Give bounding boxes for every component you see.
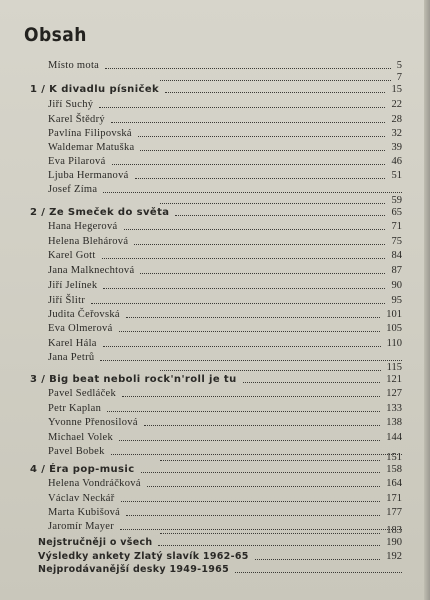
dot-leader [102, 258, 385, 259]
entry-label: Eva Olmerová [48, 323, 113, 334]
page-number: 192 [386, 551, 402, 562]
dot-leader [103, 346, 381, 347]
entry-label: Waldemar Matuška [48, 142, 135, 153]
toc-entry [0, 322, 430, 336]
dot-leader [112, 164, 385, 165]
entry-label: Marta Kubišová [48, 507, 121, 518]
page-number: 22 [391, 99, 402, 110]
dot-leader [126, 515, 380, 516]
section-heading: 3 / Big beat neboli rock'n'roll je tu [30, 374, 237, 385]
toc-entry [0, 337, 430, 351]
page-number: 101 [386, 309, 402, 320]
page-number: 59 [391, 195, 402, 206]
dot-leader [141, 472, 380, 473]
page-number: 28 [391, 114, 402, 125]
dot-leader [243, 382, 380, 383]
toc-entry [0, 536, 430, 550]
page-number: 144 [386, 432, 402, 443]
dot-leader [103, 192, 402, 193]
toc-entry [0, 279, 430, 293]
page-number: 90 [391, 280, 402, 291]
entry-label: Karel Gott [48, 250, 96, 261]
page-number: 138 [386, 417, 402, 428]
entry-label: Jiří Šlitr [48, 295, 86, 306]
entry-label: Pavel Bobek [48, 446, 105, 457]
toc-entry [0, 402, 430, 416]
entry-label: Hana Hegerová [48, 221, 118, 232]
page-number: 127 [386, 388, 402, 399]
entry-label: Michael Volek [48, 432, 114, 443]
page-number: 121 [386, 374, 402, 385]
dot-leader [147, 486, 380, 487]
entry-label: Místo mota [48, 60, 100, 71]
toc-entry [0, 169, 430, 183]
dot-leader [119, 331, 380, 332]
toc-entry [0, 308, 430, 322]
page-number: 151 [386, 452, 402, 463]
dot-leader [140, 273, 385, 274]
dot-leader [160, 203, 385, 204]
dot-leader [134, 244, 385, 245]
entry-label: Karel Hála [48, 338, 97, 349]
dot-leader [165, 92, 385, 93]
toc-entry [0, 155, 430, 169]
page-number: 39 [391, 142, 402, 153]
page-number: 177 [386, 507, 402, 518]
page-number: 95 [391, 295, 402, 306]
page-number: 164 [386, 478, 402, 489]
section-heading: 1 / K divadlu písniček [30, 84, 160, 95]
dot-leader [119, 440, 380, 441]
page-number: 84 [391, 250, 402, 261]
dot-leader [135, 178, 385, 179]
dot-leader [126, 317, 380, 318]
page-number: 115 [386, 362, 402, 373]
page-number: 32 [391, 128, 402, 139]
page-number: 183 [386, 525, 402, 536]
page-number: 46 [391, 156, 402, 167]
dot-leader [124, 229, 385, 230]
entry-label: Petr Kaplan [48, 403, 102, 414]
dot-leader [255, 559, 380, 560]
entry-label: Judita Čeřovská [48, 309, 120, 320]
entry-label: Helena Vondráčková [48, 478, 141, 489]
entry-label: Jiří Jelínek [48, 280, 98, 291]
toc-entry [0, 431, 430, 445]
toc-entry [0, 477, 430, 491]
section-heading: 4 / Éra pop-music [30, 464, 135, 475]
entry-label: Výsledky ankety Zlatý slavík 1962-65 [38, 551, 249, 562]
dot-leader [91, 303, 385, 304]
page-number: 71 [391, 221, 402, 232]
page-number: 171 [386, 493, 402, 504]
toc-entry [0, 206, 430, 220]
dot-leader [99, 107, 385, 108]
dot-leader [107, 411, 380, 412]
dot-leader [138, 136, 385, 137]
page-title: Obsah [24, 24, 87, 46]
dot-leader [121, 501, 380, 502]
toc-entry [0, 249, 430, 263]
entry-label: Eva Pilarová [48, 156, 106, 167]
toc-entry [0, 373, 430, 387]
entry-label: Yvonne Přenosilová [48, 417, 138, 428]
toc-entry [0, 506, 430, 520]
dot-leader [111, 122, 385, 123]
toc-entry [0, 113, 430, 127]
page-number: 110 [386, 338, 402, 349]
page-number: 5 [396, 60, 402, 71]
entry-label: Jaromír Mayer [48, 521, 115, 532]
toc-entry [0, 294, 430, 308]
dot-leader [158, 545, 380, 546]
page-number: 7 [396, 72, 402, 83]
dot-leader [122, 396, 380, 397]
toc-entry [0, 264, 430, 278]
toc-entry [0, 492, 430, 506]
toc-entry [0, 563, 430, 577]
toc-entry [0, 220, 430, 234]
entry-label: Jiří Suchý [48, 99, 94, 110]
entry-label: Jana Petrů [48, 352, 95, 363]
dot-leader [160, 370, 381, 371]
page-number: 87 [391, 265, 402, 276]
entry-label: Pavel Sedláček [48, 388, 117, 399]
dot-leader [140, 150, 385, 151]
toc-entry [0, 550, 430, 564]
toc-entry [0, 141, 430, 155]
dot-leader [105, 68, 391, 69]
entry-label: Nejstručněji o všech [38, 537, 153, 548]
page-number: 158 [386, 464, 402, 475]
toc-entry [0, 463, 430, 477]
toc-entry [0, 127, 430, 141]
toc-entry [0, 387, 430, 401]
page-number: 105 [386, 323, 402, 334]
entry-label: Pavlína Filipovská [48, 128, 132, 139]
toc-entry [0, 83, 430, 97]
page-number: 65 [391, 207, 402, 218]
dot-leader [160, 460, 380, 461]
toc-entry [0, 235, 430, 249]
page-number: 75 [391, 236, 402, 247]
entry-label: Jana Malknechtová [48, 265, 135, 276]
dot-leader [160, 533, 380, 534]
page-number: 51 [391, 170, 402, 181]
toc-entry [0, 98, 430, 112]
page-number: 133 [386, 403, 402, 414]
dot-leader [144, 425, 380, 426]
dot-leader [103, 288, 385, 289]
entry-label: Helena Blehárová [48, 236, 129, 247]
dot-leader [160, 80, 391, 81]
entry-label: Ljuba Hermanová [48, 170, 129, 181]
toc-entry [0, 416, 430, 430]
section-heading: 2 / Ze Smeček do světa [30, 207, 170, 218]
dot-leader [235, 572, 402, 573]
dot-leader [175, 215, 385, 216]
page-number: 190 [386, 537, 402, 548]
entry-label: Karel Štědrý [48, 114, 105, 125]
entry-label: Nejprodávanější desky 1949-1965 [38, 564, 229, 575]
entry-label: Josef Zíma [48, 184, 98, 195]
page-number: 15 [391, 84, 402, 95]
entry-label: Václav Neckář [48, 493, 115, 504]
